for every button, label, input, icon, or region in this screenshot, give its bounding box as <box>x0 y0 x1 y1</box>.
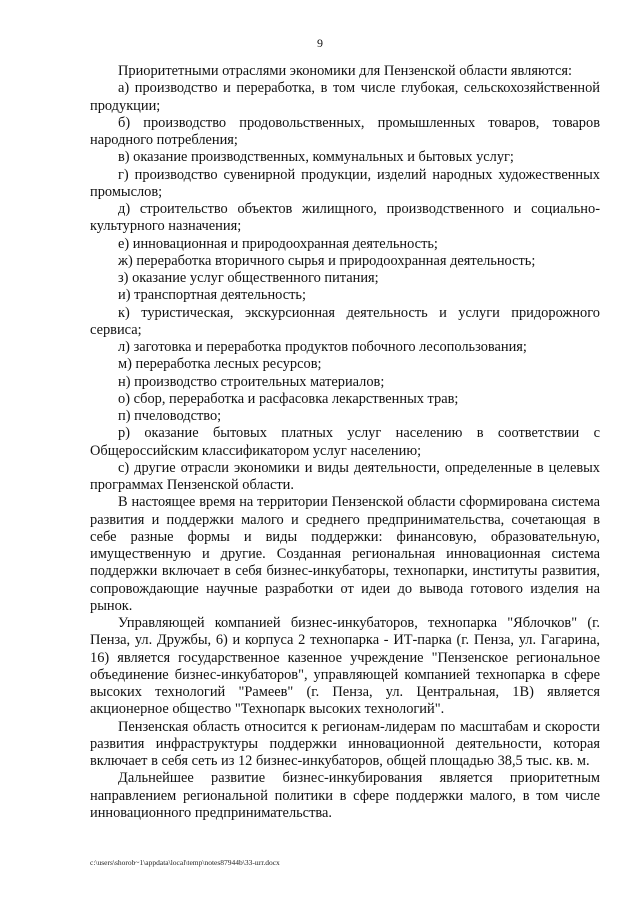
list-item-g: г) производство сувенирной продукции, изделий народных художественных промыслов; <box>90 166 600 200</box>
list-item-z: з) оказание услуг общественного питания; <box>118 270 379 286</box>
list-item-b: б) производство продовольственных, промышленных товаров, товаров народного потребления; <box>90 114 600 148</box>
paragraph-intro: Приоритетными отраслями экономики для Пензенской области являются: <box>118 63 572 79</box>
paragraph-support-system: В настоящее время на территории Пензенской области сформирована система развития и поддержки малого и среднего предпринимательства, сочетающая в себе разные формы и виды поддержки: финансовую, образовательную, имущественную и другие. Созданная региональная инновационная система поддержки включает в себя бизнес-инкубаторы, технопарки, институты развития, сопровождающие научные разработки от идеи до вывода готового изделия на рынок. <box>90 494 600 614</box>
page-number: 9 <box>317 36 323 50</box>
list-item-v: в) оказание производственных, коммунальных и бытовых услуг; <box>118 149 514 166</box>
document-body <box>90 63 600 822</box>
list-item-e: е) инновационная и природоохранная деятельность; <box>118 235 438 252</box>
list-item-s: с) другие отрасли экономики и виды деятельности, определенные в целевых программах Пензенской области. <box>90 459 600 493</box>
list-item-i: и) транспортная деятельность; <box>118 287 306 304</box>
list-item-a: а) производство и переработка, в том числе глубокая, сельскохозяйственной продукции; <box>90 80 600 114</box>
list-item-p: п) пчеловодство; <box>118 408 222 424</box>
list-item-m: м) переработка лесных ресурсов; <box>118 356 322 373</box>
list-item-n: н) производство строительных материалов; <box>118 373 385 390</box>
list-item-zh: ж) переработка вторичного сырья и природоохранная деятельность; <box>118 252 536 269</box>
list-item-o: о) сбор, переработка и расфасовка лекарственных трав; <box>118 390 459 407</box>
list-item-r: р) оказание бытовых платных услуг населению в соответствии с Общероссийским классификатором услуг населению; <box>90 425 600 459</box>
list-item-k: к) туристическая, экскурсионная деятельность и услуги придорожного сервиса; <box>90 304 600 338</box>
paragraph-further-development: Дальнейшее развитие бизнес-инкубирования является приоритетным направлением региональной политики в сфере поддержки малого, в том числе инновационного предпринимательства. <box>90 770 600 821</box>
paragraph-management-company: Управляющей компанией бизнес-инкубаторов, технопарка "Яблочков" (г. Пенза, ул. Дружбы, 6) и корпуса 2 технопарка - ИТ-парка (г. Пенза, ул. Гагарина, 16) является государственное казенное учреждение "Пензенское региональное объединение бизнес-инкубаторов", управляющей компанией технопарка в сфере высоких технологий "Рамеев" (г. Пенза, ул. Центральная, 1В) является акционерное общество "Технопарк высоких технологий". <box>90 615 600 718</box>
paragraph-leading-region: Пензенская область относится к регионам-лидерам по масштабам и скорости развития инфраструктуры поддержки инновационной деятельности, которая включает в себя сеть из 12 бизнес-инкубаторов, общей площадью 38,5 тыс. кв. м. <box>90 718 600 769</box>
footer-file-path: c:\users\shorob~1\appdata\local\temp\notes87944b\33-шт.docx <box>90 858 280 867</box>
list-item-l: л) заготовка и переработка продуктов побочного лесопользования; <box>118 339 527 355</box>
list-item-d: д) строительство объектов жилищного, производственного и социально-культурного назначения; <box>90 201 600 235</box>
